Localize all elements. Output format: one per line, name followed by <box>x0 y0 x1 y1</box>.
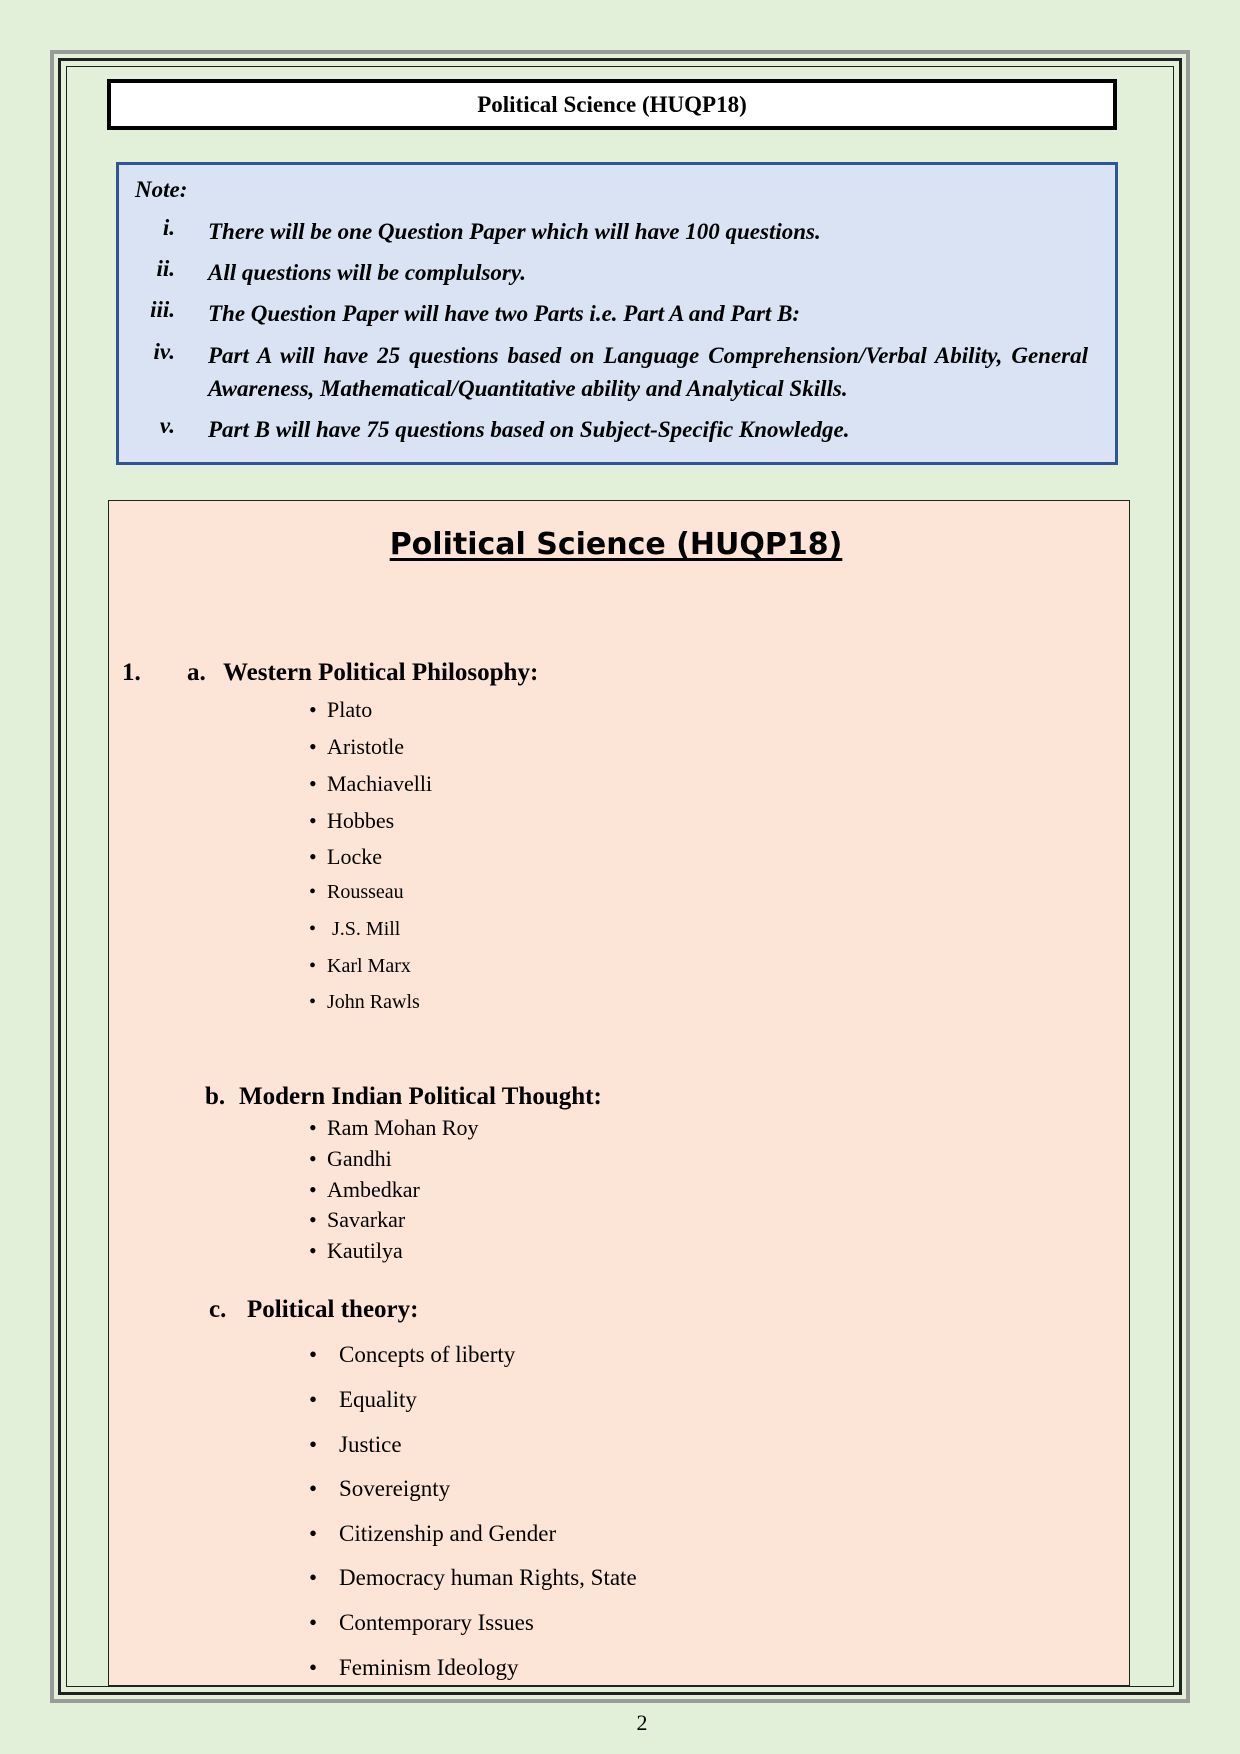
list-item: • Citizenship and Gender <box>309 1521 557 1546</box>
section-letter: a. <box>187 659 206 686</box>
unit-number: 1. <box>122 659 141 686</box>
section-letter: b. <box>205 1083 226 1110</box>
bullet-icon: • <box>309 697 317 722</box>
note-item-number: iii. <box>150 297 175 322</box>
bullet-icon: • <box>309 1432 318 1457</box>
bullet-icon: • <box>309 1342 318 1367</box>
bullet-icon: • <box>309 881 317 903</box>
note-item-text: Part A will have 25 questions based on Language Comprehension/Verbal Ability, General Awareness, Mathematical/Quantitative ability and Analytical Skills. <box>208 343 1088 401</box>
list-item: • Contemporary Issues <box>309 1610 534 1635</box>
bullet-icon: • <box>309 991 317 1013</box>
note-item-number: iv. <box>153 339 175 364</box>
list-item: • John Rawls <box>309 991 420 1013</box>
content-heading: Political Science (HUQP18) <box>389 527 843 562</box>
bullet-icon: • <box>309 808 317 833</box>
list-item: • Aristotle <box>309 734 404 759</box>
list-item: • Hobbes <box>309 808 395 833</box>
list-item: • Sovereignty <box>309 1476 451 1501</box>
bullet-icon: • <box>309 1565 318 1590</box>
list-item: • Machiavelli <box>309 771 433 796</box>
bullet-icon: • <box>309 1387 318 1412</box>
list-item: • Feminism Ideology <box>309 1655 519 1680</box>
page-number: 2 <box>636 1710 648 1735</box>
list-item: • Karl Marx <box>309 955 411 977</box>
syllabus-content <box>108 500 1130 1686</box>
list-item: • Savarkar <box>309 1207 406 1232</box>
bullet-icon: • <box>309 918 317 940</box>
bullet-icon: • <box>309 1207 317 1232</box>
header-title-box <box>107 79 1117 130</box>
bullet-icon: • <box>309 734 317 759</box>
list-item: • Equality <box>309 1387 417 1412</box>
bullet-icon: • <box>309 1610 318 1635</box>
note-item-text: There will be one Question Paper which will have 100 questions. <box>208 219 821 244</box>
section-title: Western Political Philosophy: <box>223 659 539 686</box>
bullet-icon: • <box>309 771 317 796</box>
note-item-text: The Question Paper will have two Parts i.e. Part A and Part B: <box>208 301 801 326</box>
section-title: Political theory: <box>247 1296 419 1323</box>
note-item-number: v. <box>159 413 175 438</box>
bullet-icon: • <box>309 1115 317 1140</box>
note-box <box>116 162 1118 465</box>
bullet-icon: • <box>309 1476 318 1501</box>
note-label: Note: <box>135 177 188 202</box>
header-title: Political Science (HUQP18) <box>477 91 747 117</box>
list-item: • Gandhi <box>309 1146 392 1171</box>
list-item: • Kautilya <box>309 1238 403 1263</box>
list-item: • Ram Mohan Roy <box>309 1115 479 1140</box>
list-item: • Democracy human Rights, State <box>309 1565 637 1590</box>
bullet-icon: • <box>309 1177 317 1202</box>
list-item: • J.S. Mill <box>309 918 401 940</box>
note-item-text: All questions will be complulsory. <box>208 260 526 285</box>
list-item: • Ambedkar <box>309 1177 420 1202</box>
bullet-icon: • <box>309 844 317 869</box>
list-item: • Concepts of liberty <box>309 1342 516 1367</box>
list-item: • Rousseau <box>309 881 404 903</box>
list-item: • Justice <box>309 1432 402 1457</box>
bullet-icon: • <box>309 1146 317 1171</box>
list-item: • Locke <box>309 844 382 869</box>
bullet-icon: • <box>309 1521 318 1546</box>
bullet-icon: • <box>309 955 317 977</box>
note-item-number: i. <box>162 215 175 240</box>
bullet-icon: • <box>309 1238 317 1263</box>
note-item-text: Part B will have 75 questions based on Subject-Specific Knowledge. <box>208 417 850 442</box>
note-item-number: ii. <box>156 256 175 281</box>
list-item: • Plato <box>309 697 373 722</box>
section-letter: c. <box>209 1296 227 1323</box>
bullet-icon: • <box>309 1655 318 1680</box>
section-title: Modern Indian Political Thought: <box>239 1083 602 1110</box>
